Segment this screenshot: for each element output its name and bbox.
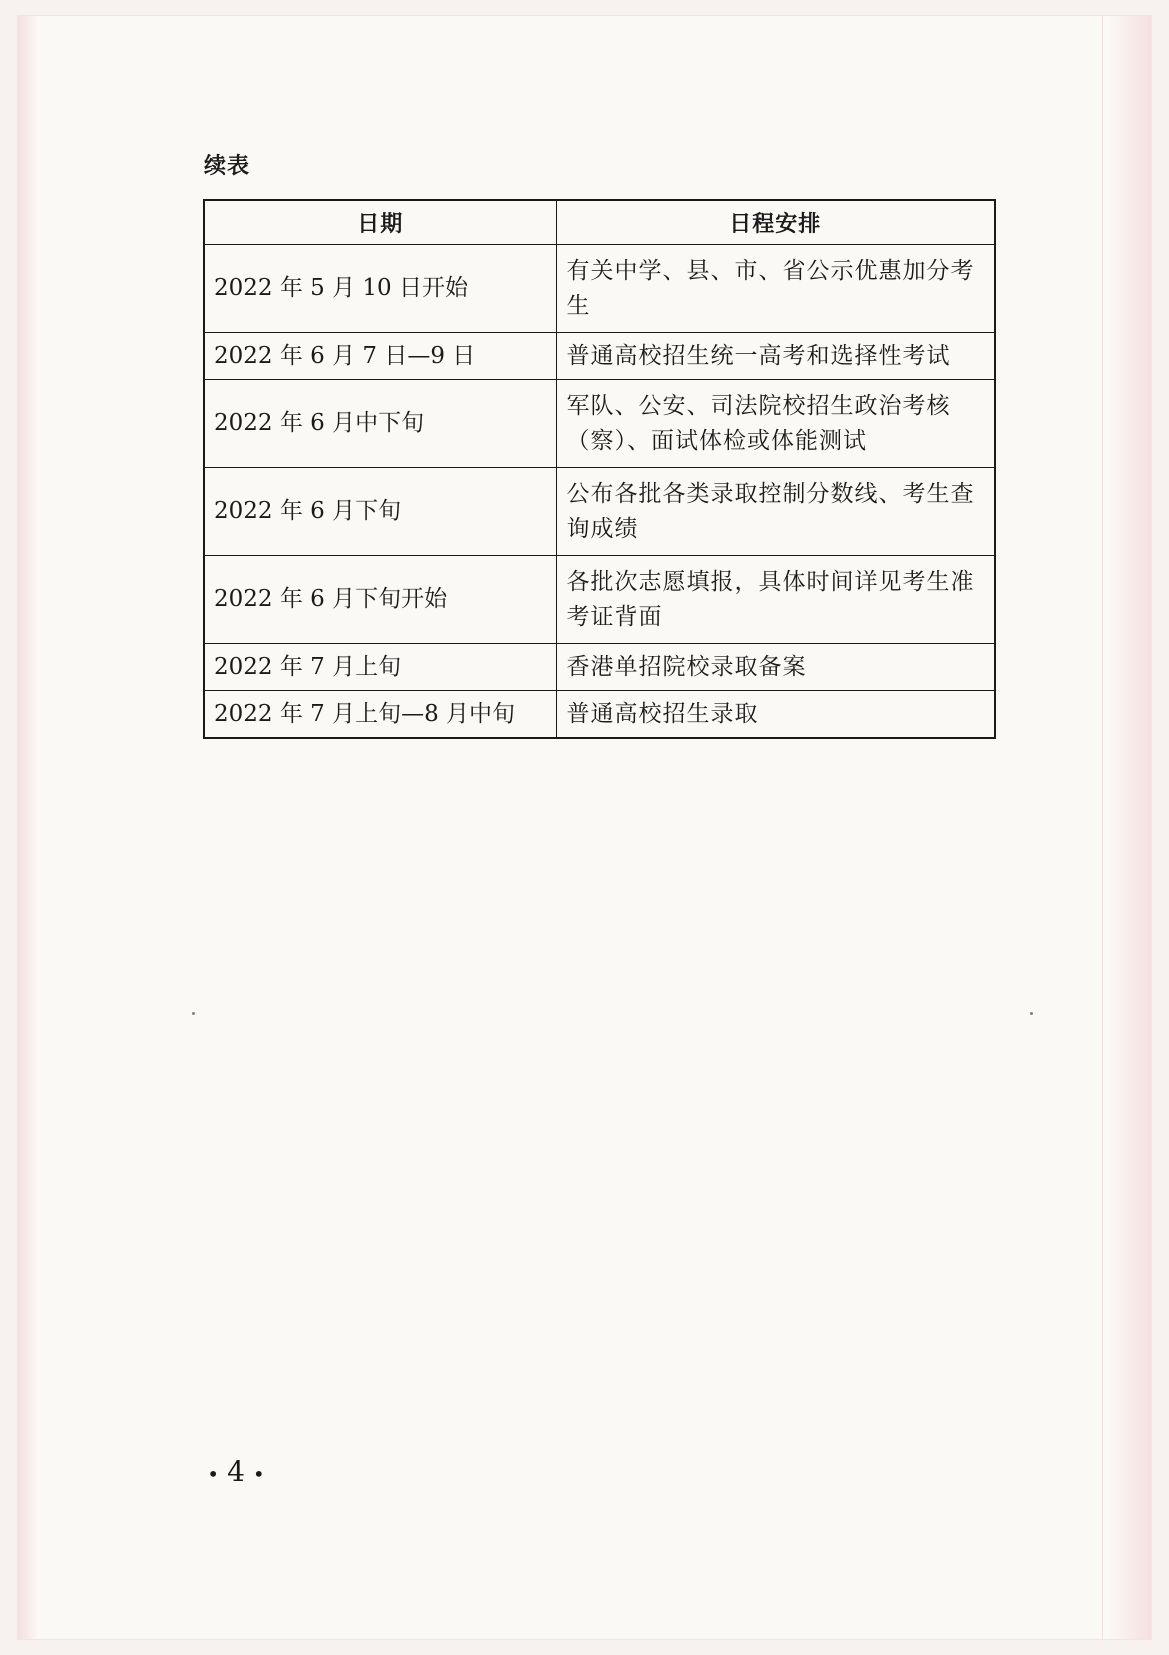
- row-date: 2022 年 6 月下旬开始: [204, 556, 556, 644]
- page-number-value: 4: [227, 1455, 245, 1488]
- row-plan: 公布各批各类录取控制分数线、考生查询成绩: [556, 468, 995, 556]
- schedule-table: [203, 199, 996, 739]
- row-date: 2022 年 6 月中下旬: [204, 380, 556, 468]
- row-date: 2022 年 6 月下旬: [204, 468, 556, 556]
- scan-speck: [1030, 1012, 1033, 1015]
- row-date: 2022 年 7 月上旬: [204, 644, 556, 691]
- row-plan: 各批次志愿填报，具体时间详见考生准考证背面: [556, 556, 995, 644]
- page-number: [196, 1455, 276, 1488]
- table-header-row: [204, 200, 995, 245]
- table-row: [204, 380, 995, 468]
- page-fold-line: [1102, 16, 1103, 1639]
- row-plan: 有关中学、县、市、省公示优惠加分考生: [556, 245, 995, 333]
- table-row: [204, 644, 995, 691]
- row-plan: 香港单招院校录取备案: [556, 644, 995, 691]
- table-row: [204, 691, 995, 739]
- page-edge-right: [1109, 16, 1151, 1639]
- table-row: [204, 468, 995, 556]
- table-caption: 续表: [204, 154, 251, 179]
- header-date: 日期: [204, 200, 556, 245]
- row-plan: 军队、公安、司法院校招生政治考核（察）、面试体检或体能测试: [556, 380, 995, 468]
- header-plan: 日程安排: [556, 200, 995, 245]
- table-row: [204, 245, 995, 333]
- row-plan: 普通高校招生录取: [556, 691, 995, 739]
- page-edge-left: [18, 16, 38, 1639]
- row-date: 2022 年 6 月 7 日—9 日: [204, 333, 556, 380]
- row-date: 2022 年 5 月 10 日开始: [204, 245, 556, 333]
- row-date: 2022 年 7 月上旬—8 月中旬: [204, 691, 556, 739]
- scan-speck: [192, 1012, 195, 1015]
- bullet-dot-icon: •: [207, 1461, 220, 1486]
- row-plan: 普通高校招生统一高考和选择性考试: [556, 333, 995, 380]
- table-row: [204, 556, 995, 644]
- table-row: [204, 333, 995, 380]
- bullet-dot-icon: •: [252, 1461, 265, 1486]
